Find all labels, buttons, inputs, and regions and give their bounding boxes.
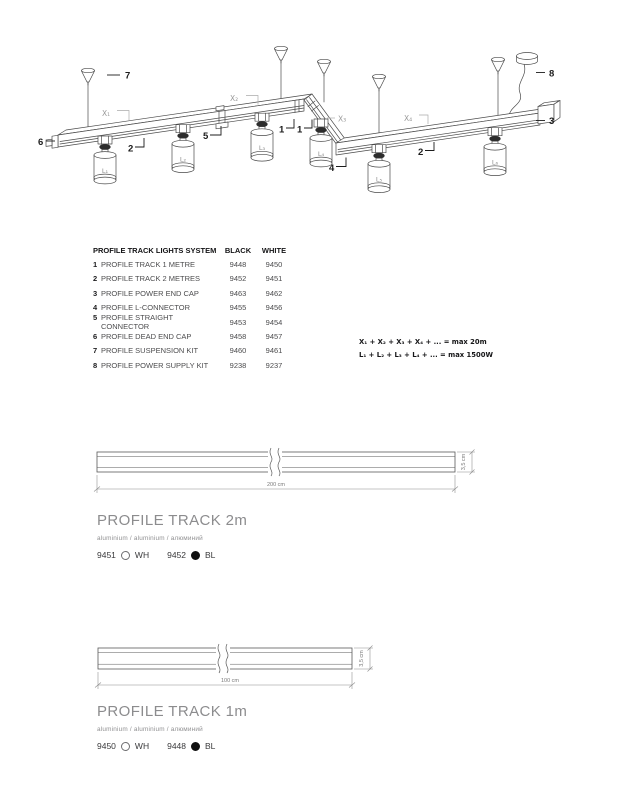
row-name: PROFILE TRACK 2 METRES bbox=[101, 274, 201, 284]
spot-lamp bbox=[94, 136, 116, 184]
row-number: 4 bbox=[93, 303, 98, 313]
row-number: 8 bbox=[93, 360, 98, 370]
row-number: 2 bbox=[93, 274, 98, 284]
limit-formulas bbox=[359, 336, 493, 362]
white-color-swatch bbox=[121, 551, 130, 560]
table-row bbox=[93, 286, 292, 300]
lamp-label: L₁ bbox=[101, 167, 109, 175]
white-code: 9462 bbox=[265, 288, 283, 298]
white-code: 9461 bbox=[265, 346, 283, 356]
track-system-diagram bbox=[0, 0, 622, 240]
black-code: 9463 bbox=[229, 288, 247, 298]
black-code: 9455 bbox=[229, 303, 247, 313]
row-number: 5 bbox=[93, 313, 98, 323]
track-1m-info bbox=[97, 703, 247, 751]
row-name: PROFILE STRAIGHT CONNECTOR bbox=[101, 313, 173, 332]
callout-2-right: 2 bbox=[418, 147, 424, 158]
row-name: PROFILE DEAD END CAP bbox=[101, 332, 192, 342]
track-segment-right bbox=[336, 101, 560, 156]
parts-table-header bbox=[93, 243, 292, 257]
white-variant-code: 9450 bbox=[97, 741, 116, 751]
callout-1b: 1 bbox=[297, 124, 303, 136]
segment-x3-label: X₃ bbox=[338, 114, 347, 124]
spot-lamp bbox=[172, 125, 194, 173]
dead-end-cap bbox=[52, 135, 58, 148]
black-variant-label: BL bbox=[205, 550, 216, 560]
table-row bbox=[93, 272, 292, 286]
row-number: 7 bbox=[93, 346, 98, 356]
black-code: 9238 bbox=[229, 360, 247, 370]
row-number: 1 bbox=[93, 260, 98, 270]
length-dimension-label: 100 cm bbox=[220, 678, 240, 684]
table-row bbox=[93, 313, 292, 332]
spot-lamp bbox=[368, 145, 390, 193]
black-variant-code: 9448 bbox=[167, 741, 187, 751]
segment-x2-label: X₂ bbox=[230, 94, 239, 103]
white-code: 9451 bbox=[265, 274, 283, 284]
track-1m-drawing bbox=[85, 633, 405, 695]
height-dimension-label: 3,5 cm bbox=[359, 650, 365, 667]
product-title: PROFILE TRACK 1m bbox=[97, 703, 248, 720]
callout-6: 6 bbox=[38, 137, 44, 148]
table-title: PROFILE TRACK LIGHTS SYSTEM bbox=[93, 245, 217, 255]
product-title: PROFILE TRACK 2m bbox=[97, 512, 248, 529]
row-name: PROFILE POWER SUPPLY KIT bbox=[101, 360, 209, 370]
lamp-label: L₄ bbox=[317, 149, 325, 158]
callout-2-left: 2 bbox=[128, 143, 134, 155]
spot-lamp bbox=[251, 113, 273, 161]
white-color-swatch bbox=[121, 742, 130, 751]
white-code: 9454 bbox=[265, 317, 283, 327]
suspension-cone bbox=[318, 59, 331, 76]
track-2m-drawing bbox=[85, 440, 485, 500]
height-dimension-label: 3,5 cm bbox=[461, 453, 467, 471]
lamp-label: L₅ bbox=[375, 175, 383, 184]
callout-1a: 1 bbox=[279, 124, 285, 136]
white-code: 9450 bbox=[265, 260, 283, 270]
callout-5: 5 bbox=[203, 131, 209, 142]
table-row bbox=[93, 344, 292, 358]
row-name: PROFILE SUSPENSION KIT bbox=[101, 346, 199, 356]
white-variant-label: WH bbox=[134, 550, 150, 560]
suspension-cone bbox=[82, 68, 95, 85]
color-codes bbox=[97, 741, 247, 751]
segment-x1-label: X₁ bbox=[102, 109, 111, 118]
row-number: 3 bbox=[93, 288, 98, 298]
callout-4: 4 bbox=[329, 163, 335, 174]
max-power-formula: L₁ + L₂ + L₃ + L₄ + ... = max 1500W bbox=[359, 350, 493, 359]
lamp-label: L₂ bbox=[179, 155, 187, 164]
callout-8: 8 bbox=[549, 68, 555, 80]
suspension-cone-icons bbox=[82, 46, 505, 91]
row-name: PROFILE TRACK 1 METRE bbox=[101, 260, 196, 270]
callout-3: 3 bbox=[549, 116, 555, 127]
lamp-label: L₃ bbox=[258, 144, 266, 152]
table-row bbox=[93, 358, 292, 372]
lamp-label: L₆ bbox=[491, 158, 499, 167]
black-variant-label: BL bbox=[205, 741, 216, 751]
black-color-swatch bbox=[191, 551, 200, 560]
segment-x4-label: X₄ bbox=[404, 114, 413, 123]
length-dimension-label: 200 cm bbox=[266, 482, 286, 488]
row-name: PROFILE POWER END CAP bbox=[101, 288, 199, 298]
power-supply-canopy bbox=[509, 53, 538, 117]
column-white: WHITE bbox=[261, 245, 287, 255]
white-variant-label: WH bbox=[134, 741, 150, 751]
white-code: 9237 bbox=[265, 360, 283, 370]
black-variant-code: 9452 bbox=[167, 550, 187, 560]
column-black: BLACK bbox=[224, 245, 252, 255]
black-code: 9458 bbox=[229, 332, 247, 342]
black-color-swatch bbox=[191, 742, 200, 751]
white-code: 9457 bbox=[265, 332, 283, 342]
parts-table bbox=[93, 243, 292, 373]
suspension-cone bbox=[275, 46, 288, 63]
materials-line: aluminium / aluminium / алюминий bbox=[97, 535, 203, 542]
suspension-cone bbox=[373, 74, 386, 91]
white-code: 9456 bbox=[265, 303, 283, 313]
color-codes bbox=[97, 550, 247, 560]
max-length-formula: X₁ + X₂ + X₃ + X₄ + ... = max 20m bbox=[359, 338, 487, 346]
materials-line: aluminium / aluminium / алюминий bbox=[97, 726, 203, 733]
row-number: 6 bbox=[93, 332, 98, 342]
callout-7: 7 bbox=[125, 70, 131, 82]
black-code: 9452 bbox=[229, 274, 247, 284]
row-name: PROFILE L-CONNECTOR bbox=[101, 303, 191, 313]
track-2m-info bbox=[97, 512, 247, 560]
black-code: 9453 bbox=[229, 317, 247, 327]
spot-lamp bbox=[484, 128, 506, 176]
suspension-cone bbox=[492, 57, 505, 74]
white-variant-code: 9451 bbox=[97, 550, 116, 560]
black-code: 9448 bbox=[229, 260, 247, 270]
black-code: 9460 bbox=[229, 346, 247, 356]
table-row bbox=[93, 257, 292, 271]
table-row bbox=[93, 329, 292, 343]
